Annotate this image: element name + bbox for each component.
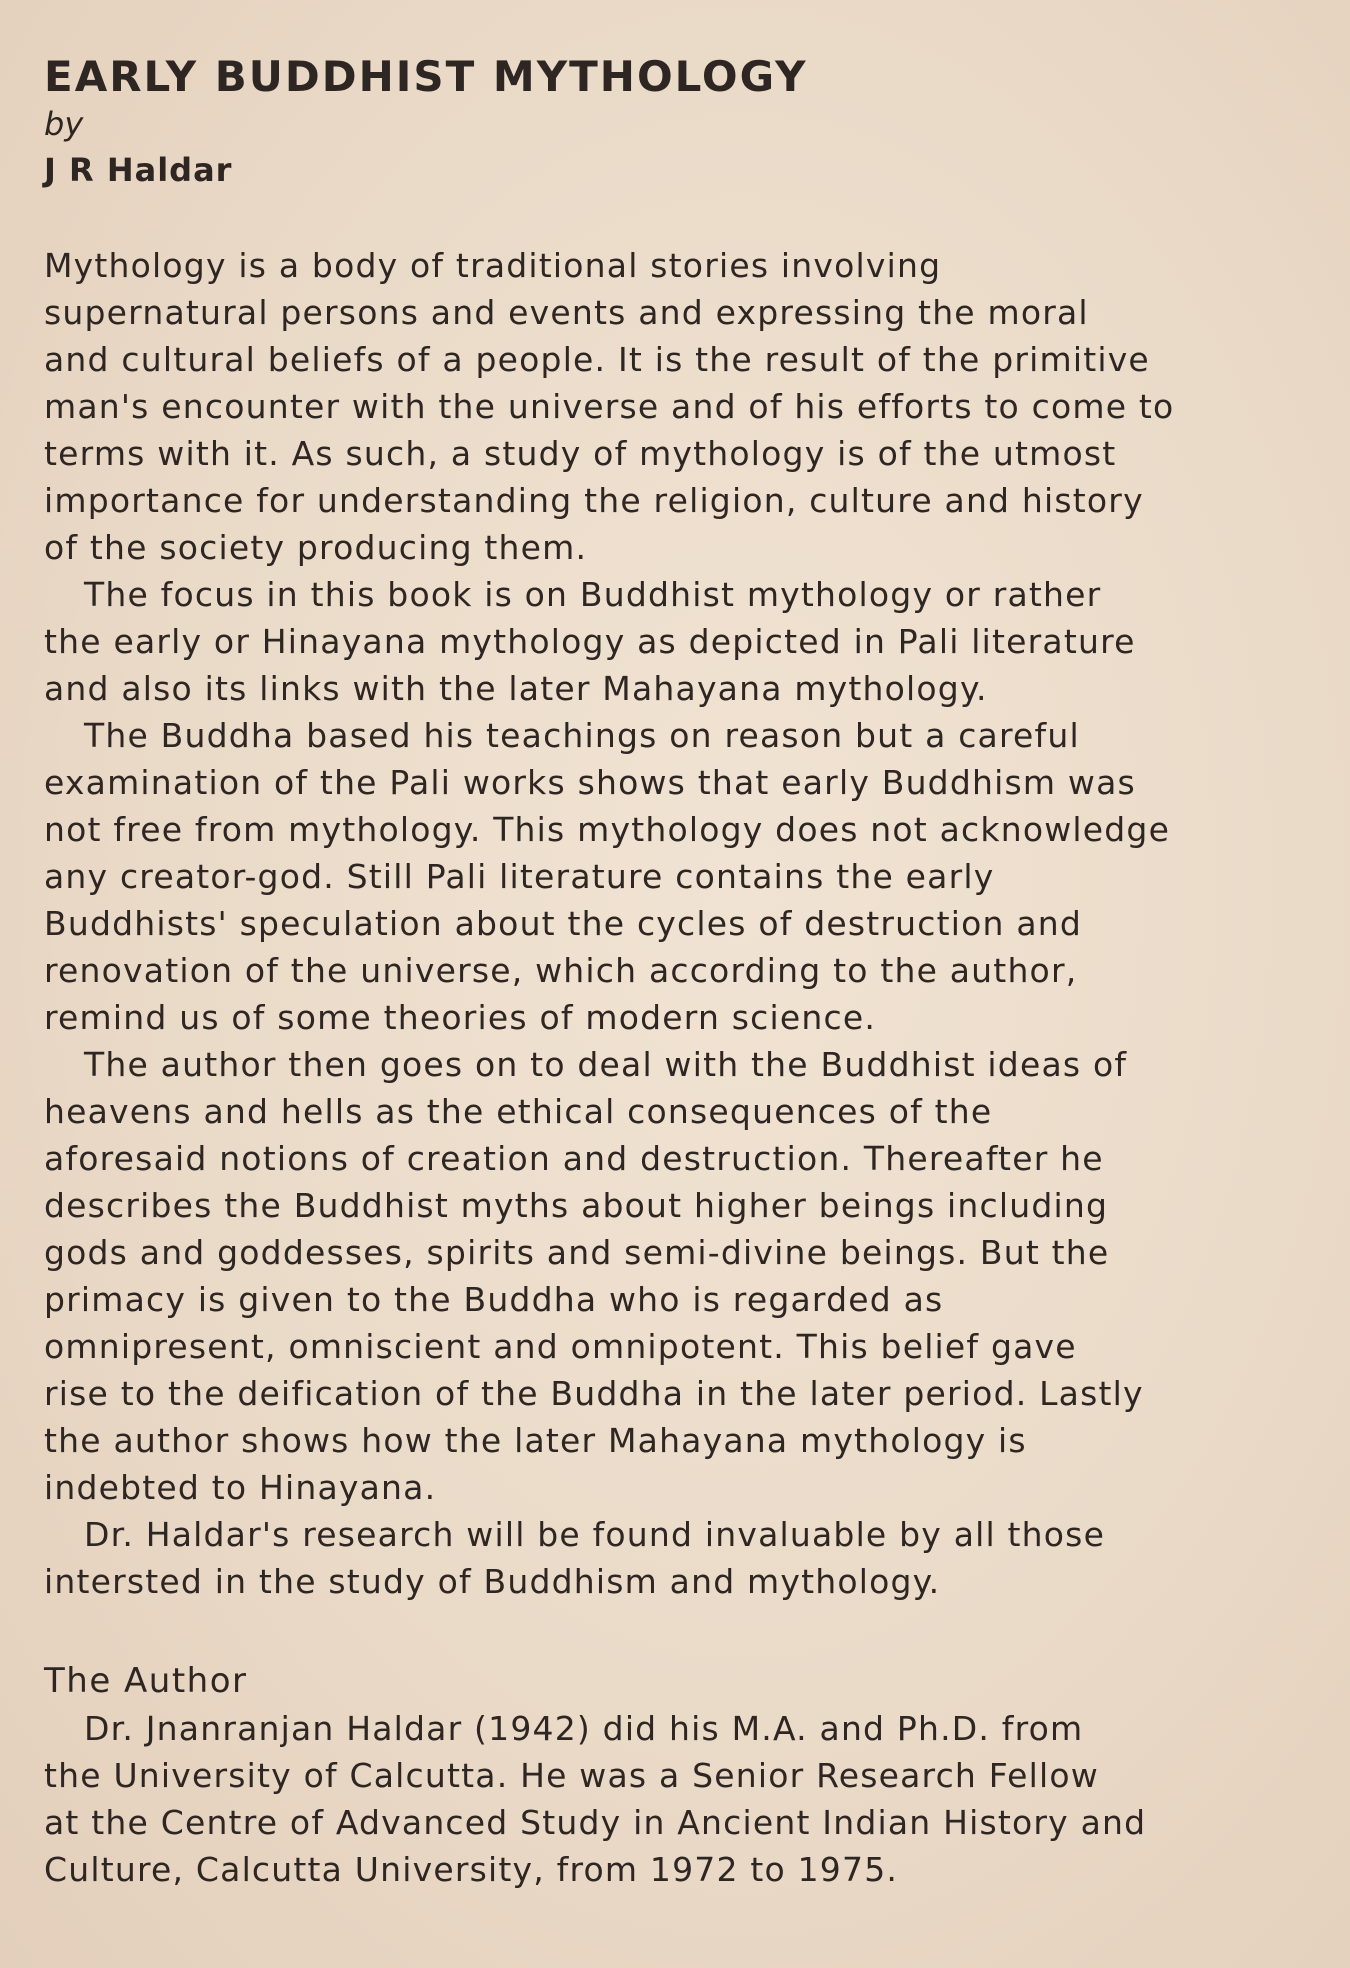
text-line: rise to the deification of the Buddha in the later period. Lastly: [44, 1374, 1144, 1413]
text-line: indebted to Hinayana.: [44, 1468, 437, 1507]
text-line: man's encounter with the universe and of his efforts to come to: [44, 387, 1175, 426]
text-line: The Buddha based his teachings on reason but a careful: [84, 716, 1080, 755]
text-line: renovation of the universe, which according to the author,: [44, 951, 1078, 990]
text-line: the University of Calcutta. He was a Senior Research Fellow: [44, 1756, 1099, 1795]
text-line: remind us of some theories of modern science.: [44, 998, 877, 1037]
text-line: not free from mythology. This mythology does not acknowledge: [44, 810, 1171, 849]
text-line: intersted in the study of Buddhism and mythology.: [44, 1562, 941, 1601]
section-spacer: [44, 1605, 1320, 1657]
text-line: describes the Buddhist myths about higher beings including: [44, 1186, 1109, 1225]
author-byline: J R Haldar: [44, 151, 233, 189]
text-line: Culture, Calcutta University, from 1972 to 1975.: [44, 1850, 899, 1889]
author-section-heading: The Author: [44, 1661, 248, 1701]
text-line: importance for understanding the religion, culture and history: [44, 481, 1144, 520]
text-line: primacy is given to the Buddha who is regarded as: [44, 1280, 944, 1319]
text-line: aforesaid notions of creation and destruction. Thereafter he: [44, 1139, 1104, 1178]
author-bio: [44, 1705, 1320, 1893]
text-line: and also its links with the later Mahayana mythology.: [44, 669, 988, 708]
text-line: The author then goes on to deal with the Buddhist ideas of: [84, 1045, 1128, 1084]
text-line: Dr. Jnanranjan Haldar (1942) did his M.A. and Ph.D. from: [84, 1709, 1084, 1748]
text-line: examination of the Pali works shows that early Buddhism was: [44, 763, 1136, 802]
text-line: terms with it. As such, a study of mythology is of the utmost: [44, 434, 1117, 473]
text-line: Mythology is a body of traditional stories involving: [44, 246, 942, 285]
text-line: at the Centre of Advanced Study in Ancient Indian History and: [44, 1803, 1147, 1842]
text-line: gods and goddesses, spirits and semi-divine beings. But the: [44, 1233, 1110, 1272]
text-line: Buddhists' speculation about the cycles of destruction and: [44, 904, 1083, 943]
text-line: the author shows how the later Mahayana mythology is: [44, 1421, 1027, 1460]
book-title: EARLY BUDDHIST MYTHOLOGY: [44, 52, 808, 101]
text-line: the early or Hinayana mythology as depicted in Pali literature: [44, 622, 1136, 661]
description-body: [44, 242, 1320, 1605]
text-line: Dr. Haldar's research will be found invaluable by all those: [84, 1515, 1106, 1554]
text-line: and cultural beliefs of a people. It is the result of the primitive: [44, 340, 1150, 379]
text-line: of the society producing them.: [44, 528, 588, 567]
text-line: supernatural persons and events and expressing the moral: [44, 293, 1089, 332]
text-line: heavens and hells as the ethical consequences of the: [44, 1092, 993, 1131]
text-line: omnipresent, omniscient and omnipotent. This belief gave: [44, 1327, 1077, 1366]
text-line: The focus in this book is on Buddhist mythology or rather: [84, 575, 1102, 614]
text-line: any creator-god. Still Pali literature contains the early: [44, 857, 995, 896]
by-label: by: [44, 105, 84, 143]
